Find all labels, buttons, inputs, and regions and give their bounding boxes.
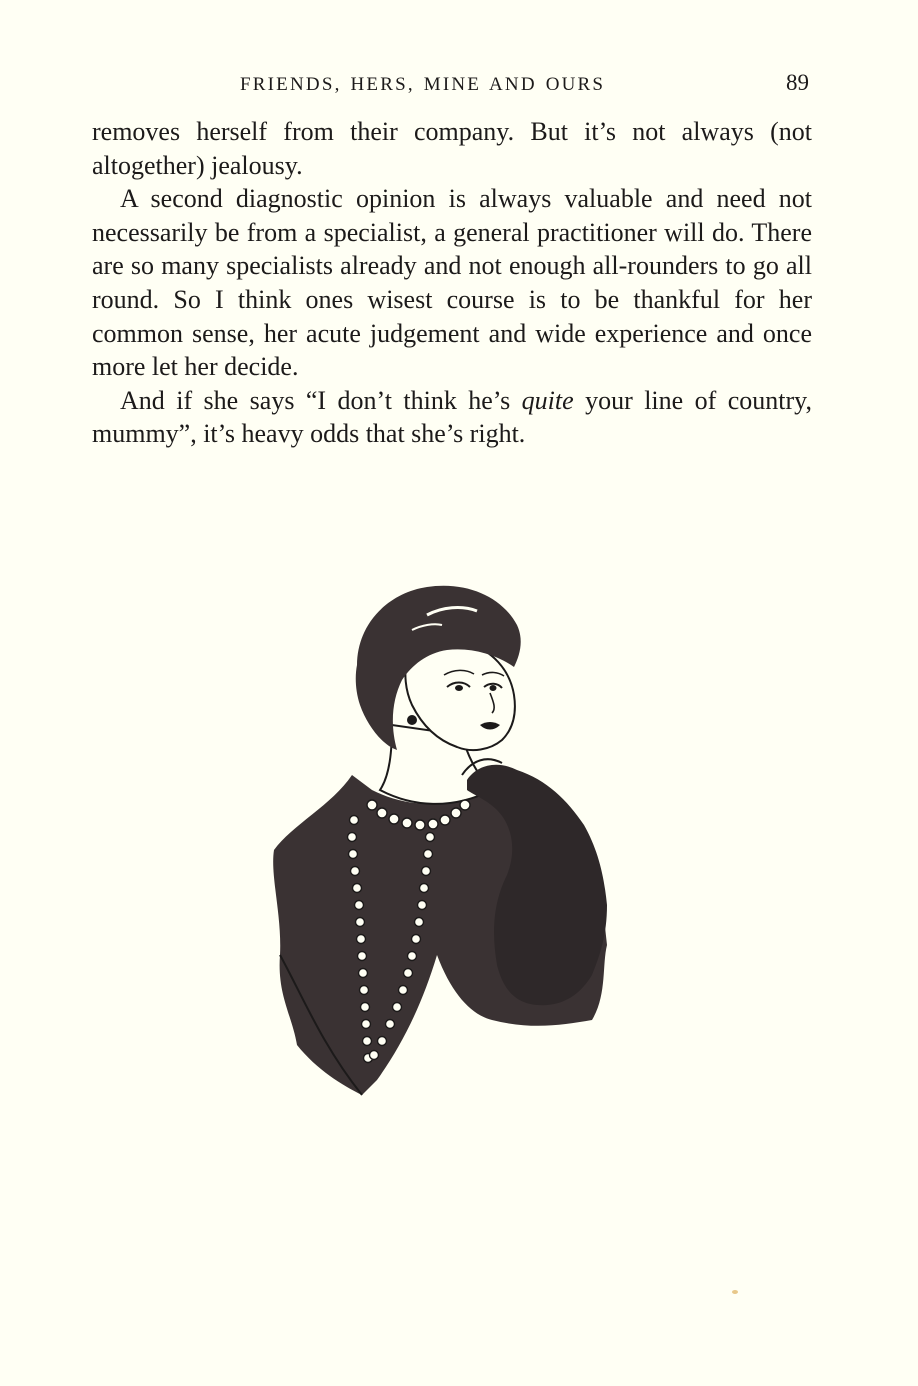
earring (407, 715, 417, 725)
woman-portrait-illustration (262, 575, 632, 1105)
quote-text-start: And if she says “I don’t think he’s (120, 385, 522, 415)
quote-emphasis: quite (521, 385, 574, 415)
paragraph-continued: removes herself from their company. But it’s not always (not altogether) jealousy. (92, 117, 812, 180)
paragraph-second-opinion: A second diagnostic opinion is always valuable and need not necessarily be from a specialist, a general practitioner will do. There are so many specialists already and not enough all-rounders to go all round. So I think ones wisest course is to be thankful for her common sense, her acute judgement and wide experience and once more let her decide. (92, 184, 812, 382)
page-number: 89 (786, 70, 809, 95)
paragraph-quote (92, 384, 812, 451)
quote-text-end: your line of country, mummy”, it’s heavy odds that she’s right. (92, 385, 812, 449)
body-text (92, 115, 812, 451)
running-head: FRIENDS, HERS, MINE AND OURS (240, 74, 606, 95)
paper-stain (732, 1290, 738, 1294)
